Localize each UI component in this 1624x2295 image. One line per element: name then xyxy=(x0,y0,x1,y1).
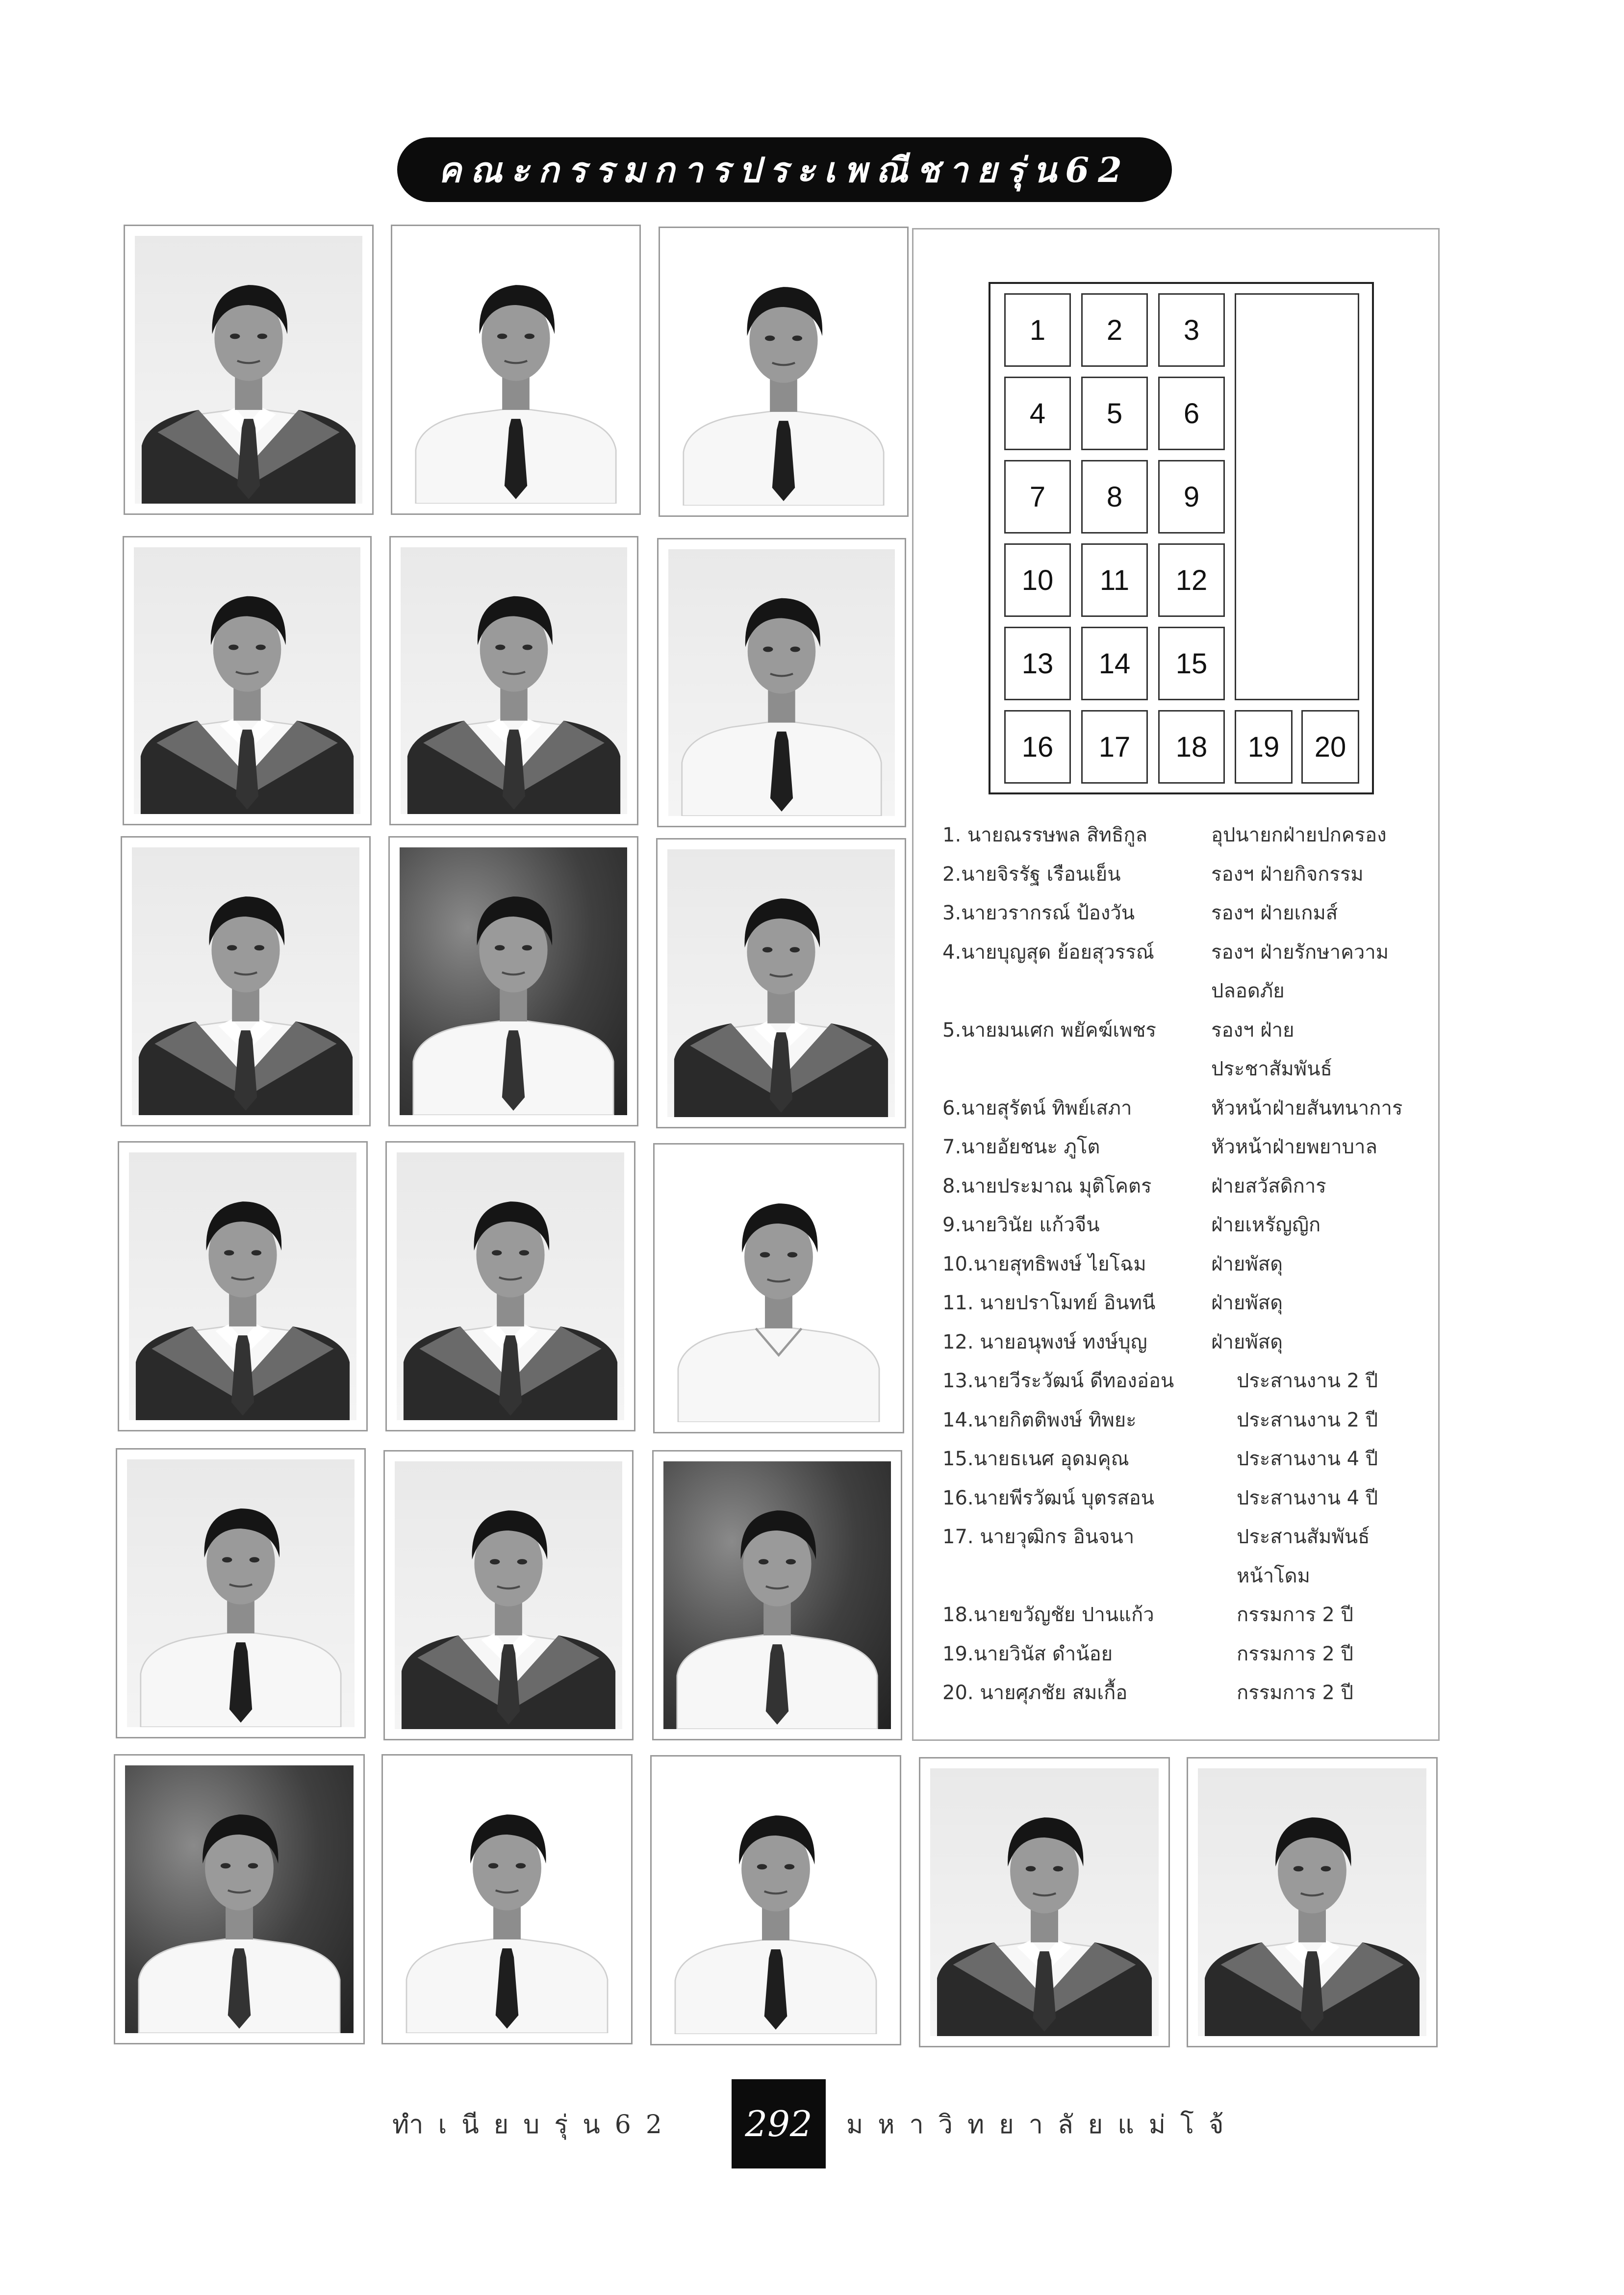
portrait-image xyxy=(127,1459,355,1727)
key-cell: 12 xyxy=(1158,543,1225,617)
member-name: 3.นายวรากรณ์ ป้องวัน xyxy=(942,902,1135,924)
member-name: 4.นายบุญสุด ย้อยสุวรรณ์ xyxy=(942,941,1154,964)
portrait-image xyxy=(401,547,627,814)
left-eye xyxy=(228,645,238,650)
portrait-image xyxy=(397,1152,624,1420)
member-role: รองฯ ฝ่าย xyxy=(1211,1019,1294,1042)
right-eye xyxy=(790,947,800,952)
member-photo-11 xyxy=(385,1141,635,1431)
page-title xyxy=(397,137,1172,202)
list-item xyxy=(942,1170,1433,1209)
left-eye xyxy=(222,1557,232,1562)
member-role: ประสานงาน 4 ปี xyxy=(1237,1448,1378,1470)
member-name: 17. นายวุฒิกร อินจนา xyxy=(942,1526,1135,1548)
member-role: กรรมการ 2 ปี xyxy=(1237,1682,1353,1704)
key-cell: 2 xyxy=(1081,293,1148,367)
right-eye xyxy=(519,1250,529,1255)
member-photo-2 xyxy=(391,225,641,515)
member-name: 12. นายอนุพงษ์ ทงษ์บุญ xyxy=(942,1330,1147,1353)
portrait-image xyxy=(661,1766,890,2034)
key-cell: 15 xyxy=(1158,627,1225,700)
list-item-continuation xyxy=(942,1560,1433,1599)
page-number: 292 xyxy=(745,2103,812,2144)
key-cell: 8 xyxy=(1081,460,1148,534)
portrait-image xyxy=(1198,1768,1426,2036)
page-title-text: คณะกรรมการประเพณีชายรุ่น62 xyxy=(438,149,1131,190)
member-photo-18 xyxy=(650,1755,901,2045)
member-role-continued: ประชาสัมพันธ์ xyxy=(1211,1058,1332,1080)
member-photo-1 xyxy=(124,225,374,515)
member-role: ฝ่ายเหรัญญิก xyxy=(1211,1214,1321,1236)
key-cell: 9 xyxy=(1158,460,1225,534)
member-name: 2.นายจิรรัฐ เรือนเย็น xyxy=(942,863,1121,886)
list-item xyxy=(942,1131,1433,1170)
right-eye xyxy=(248,1863,258,1868)
member-photo-3 xyxy=(659,227,909,517)
member-photo-13 xyxy=(116,1448,366,1738)
member-photo-14 xyxy=(383,1450,634,1740)
left-eye xyxy=(490,1559,500,1564)
list-item xyxy=(942,1287,1433,1326)
list-item xyxy=(942,1209,1433,1248)
key-cell: 18 xyxy=(1158,710,1225,784)
right-eye xyxy=(250,1557,259,1562)
key-cell: 20 xyxy=(1301,710,1359,784)
member-role: รองฯ ฝ่ายกิจกรรม xyxy=(1211,863,1364,886)
member-role: ประสานสัมพันธ์ xyxy=(1237,1526,1370,1548)
member-photo-15 xyxy=(652,1450,902,1740)
member-photo-10 xyxy=(118,1141,368,1431)
left-eye xyxy=(227,945,237,950)
member-name: 20. นายศุภชัย สมเกื้อ xyxy=(942,1682,1128,1704)
key-cell: 4 xyxy=(1004,377,1071,450)
portrait-image xyxy=(135,236,362,504)
member-name: 7.นายอัยชนะ ภูโต xyxy=(942,1136,1100,1158)
portrait-image xyxy=(930,1768,1159,2036)
left-eye xyxy=(1026,1866,1036,1871)
member-name: 1. นายณรรษพล สิทธิกูล xyxy=(942,824,1148,846)
left-eye xyxy=(495,945,505,950)
right-eye xyxy=(516,1863,526,1868)
member-role: ฝ่ายพัสดุ xyxy=(1211,1330,1283,1353)
right-eye xyxy=(1053,1866,1064,1871)
list-item-continuation xyxy=(942,975,1433,1014)
portrait-image xyxy=(663,1461,891,1729)
portrait-image xyxy=(132,847,359,1115)
right-eye xyxy=(786,1559,796,1564)
member-name: 11. นายปราโมทย์ อินทนี xyxy=(942,1292,1156,1314)
list-item xyxy=(942,1365,1433,1404)
right-eye xyxy=(254,945,264,950)
page-number-box xyxy=(732,2079,826,2168)
member-photo-8 xyxy=(388,836,638,1126)
member-name: 15.นายธเนศ อุดมคุณ xyxy=(942,1448,1129,1470)
key-cell: 11 xyxy=(1081,543,1148,617)
left-eye xyxy=(224,1250,234,1255)
member-role-continued: หน้าโดม xyxy=(1237,1564,1310,1587)
member-name: 14.นายกิตติพงษ์ ทิพยะ xyxy=(942,1408,1137,1431)
key-cell: 3 xyxy=(1158,293,1225,367)
list-item xyxy=(942,819,1433,858)
member-name: 13.นายวีระวัฒน์ ดีทองอ่อน xyxy=(942,1370,1174,1392)
footer-publication-title: ทำเนียบรุ่น62 xyxy=(392,2110,677,2140)
member-name: 5.นายมนเศก พยัคฆ์เพชร xyxy=(942,1019,1157,1042)
list-item xyxy=(942,897,1433,936)
left-eye xyxy=(759,1559,768,1564)
right-eye xyxy=(785,1864,795,1869)
list-item xyxy=(942,1677,1433,1716)
left-eye xyxy=(221,1863,231,1868)
member-role: หัวหน้าฝ่ายพยาบาล xyxy=(1211,1136,1377,1158)
list-item xyxy=(942,1326,1433,1365)
portrait-image xyxy=(125,1765,354,2033)
left-eye xyxy=(497,333,507,339)
key-cell: 19 xyxy=(1235,710,1293,784)
left-eye xyxy=(757,1864,767,1869)
portrait-image xyxy=(395,1461,622,1729)
portrait-image xyxy=(129,1152,356,1420)
member-photo-5 xyxy=(389,536,638,825)
list-item xyxy=(942,1092,1433,1131)
left-eye xyxy=(1294,1866,1304,1871)
member-role: ฝ่ายสวัสดิการ xyxy=(1211,1174,1326,1198)
portrait-image xyxy=(664,1154,893,1422)
key-cell: 1 xyxy=(1004,293,1071,367)
member-list xyxy=(942,819,1433,1716)
member-photo-17 xyxy=(381,1754,633,2044)
member-photo-6 xyxy=(657,538,906,827)
member-role: ประสานงาน 2 ปี xyxy=(1237,1370,1378,1392)
member-photo-20 xyxy=(1187,1757,1438,2047)
right-eye xyxy=(792,335,802,341)
member-photo-7 xyxy=(121,836,371,1126)
member-name: 8.นายประมาณ มุติโคตร xyxy=(942,1174,1152,1198)
member-role: รองฯ ฝ่ายเกมส์ xyxy=(1211,902,1338,924)
member-role: รองฯ ฝ่ายรักษาความ xyxy=(1211,941,1389,964)
member-photo-16 xyxy=(114,1754,365,2044)
portrait-image xyxy=(393,1765,621,2033)
key-cell: 7 xyxy=(1004,460,1071,534)
member-photo-19 xyxy=(919,1757,1170,2047)
member-name: 19.นายวินัส ดำน้อย xyxy=(942,1642,1113,1665)
member-name: 18.นายขวัญชัย ปานแก้ว xyxy=(942,1604,1154,1626)
member-role: ฝ่ายพัสดุ xyxy=(1211,1252,1283,1275)
list-item xyxy=(942,1248,1433,1287)
member-name: 6.นายสุรัตน์ ทิพย์เสภา xyxy=(942,1096,1132,1120)
list-item xyxy=(942,936,1433,975)
member-role: ประสานงาน 4 ปี xyxy=(1237,1486,1378,1509)
list-item xyxy=(942,1521,1433,1560)
left-eye xyxy=(230,333,240,339)
left-eye xyxy=(492,1250,502,1255)
key-cell: 16 xyxy=(1004,710,1071,784)
portrait-image xyxy=(134,547,360,814)
key-cell: 6 xyxy=(1158,377,1225,450)
left-eye xyxy=(488,1863,499,1868)
member-name: 16.นายพีรวัฒน์ บุตรสอน xyxy=(942,1486,1154,1509)
member-role: ประสานงาน 2 ปี xyxy=(1237,1408,1378,1431)
left-eye xyxy=(763,647,773,652)
key-cell: 14 xyxy=(1081,627,1148,700)
shirt xyxy=(678,1326,879,1422)
key-cell: 13 xyxy=(1004,627,1071,700)
right-eye xyxy=(523,645,533,650)
left-eye xyxy=(760,1252,770,1257)
member-role: กรรมการ 2 ปี xyxy=(1237,1604,1353,1626)
right-eye xyxy=(790,647,800,652)
member-role: กรรมการ 2 ปี xyxy=(1237,1642,1353,1665)
member-photo-12 xyxy=(653,1143,904,1433)
key-cell: 10 xyxy=(1004,543,1071,617)
list-item-continuation xyxy=(942,1053,1433,1092)
member-role: อุปนายกฝ่ายปกครอง xyxy=(1211,824,1387,846)
list-item xyxy=(942,1638,1433,1677)
key-cell-blank xyxy=(1235,293,1359,700)
right-eye xyxy=(256,645,266,650)
member-photo-9 xyxy=(656,838,906,1128)
key-cell: 17 xyxy=(1081,710,1148,784)
portrait-image xyxy=(667,849,895,1117)
list-item xyxy=(942,1482,1433,1521)
right-eye xyxy=(787,1252,798,1257)
right-eye xyxy=(522,945,532,950)
member-name: 10.นายสุทธิพงษ์ ไยโฉม xyxy=(942,1252,1146,1275)
list-item xyxy=(942,1404,1433,1443)
member-name: 9.นายวินัย แก้วจีน xyxy=(942,1214,1100,1236)
list-item xyxy=(942,1599,1433,1638)
member-role: ฝ่ายพัสดุ xyxy=(1211,1292,1283,1314)
right-eye xyxy=(517,1559,527,1564)
key-cell: 5 xyxy=(1081,377,1148,450)
member-role-continued: ปลอดภัย xyxy=(1211,980,1285,1002)
right-eye xyxy=(525,333,534,339)
portrait-image xyxy=(400,847,627,1115)
right-eye xyxy=(252,1250,261,1255)
portrait-image xyxy=(668,549,895,816)
right-eye xyxy=(257,333,267,339)
portrait-image xyxy=(670,238,897,506)
footer-university-name: มหาวิทยาลัยแม่โจ้ xyxy=(846,2110,1239,2140)
left-eye xyxy=(765,335,775,341)
member-photo-4 xyxy=(123,536,372,825)
portrait-image xyxy=(402,236,630,504)
list-item xyxy=(942,858,1433,897)
right-eye xyxy=(1321,1866,1331,1871)
member-role: หัวหน้าฝ่ายสันทนาการ xyxy=(1211,1096,1403,1120)
left-eye xyxy=(762,947,772,952)
list-item xyxy=(942,1014,1433,1053)
left-eye xyxy=(495,645,505,650)
list-item xyxy=(942,1443,1433,1482)
